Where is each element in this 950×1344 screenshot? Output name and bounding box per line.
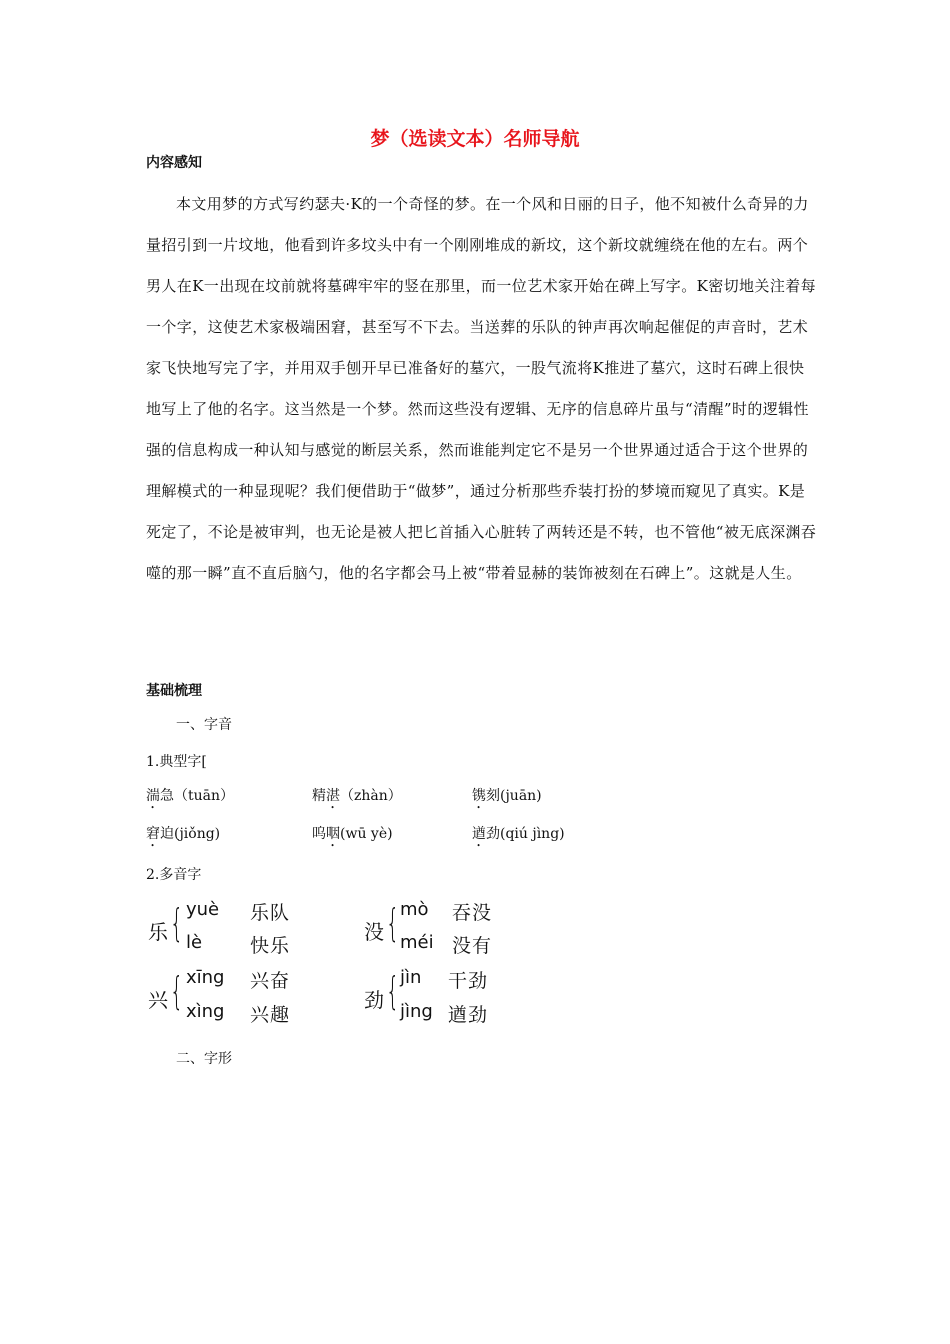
typical-char-entry [472, 785, 542, 812]
polyphone-group [146, 897, 346, 959]
polyphone-char: 劲 [364, 988, 384, 1012]
page-title: 梦（选读文本）名师导航 [370, 128, 580, 150]
char-reading: 迫(jiǒng) [160, 826, 221, 842]
emphasized-char: 镌 [472, 788, 486, 804]
example-word: 乐队 [250, 902, 291, 924]
brace-icon: { [386, 969, 400, 1013]
example-word: 干劲 [448, 970, 489, 992]
subheading-pronunciation: 一、字音 [176, 717, 232, 733]
pinyin: xìng [186, 1001, 225, 1022]
polyphone-group [362, 964, 562, 1028]
pinyin: lè [186, 932, 203, 953]
char-reading: (wū yè) [340, 826, 393, 842]
example-word: 兴奋 [250, 970, 291, 992]
emphasized-char: 窘 [146, 826, 160, 842]
pinyin: mò [400, 899, 429, 920]
polyphone-group [362, 897, 562, 959]
char-reading: （zhàn） [340, 788, 402, 804]
typical-char-entry [146, 785, 234, 812]
pinyin: méi [400, 932, 434, 953]
pinyin: yuè [186, 899, 220, 920]
example-word: 兴趣 [250, 1004, 291, 1026]
section-heading-content: 内容感知 [146, 155, 202, 171]
typical-char-entry [146, 823, 220, 850]
polyphone-char: 兴 [148, 988, 168, 1012]
example-word: 吞没 [452, 902, 493, 924]
example-word: 遒劲 [448, 1004, 489, 1026]
emphasized-char: 湍 [146, 788, 160, 804]
subheading-glyph-form: 二、字形 [176, 1051, 232, 1067]
example-word: 快乐 [250, 935, 291, 957]
emphasized-char: 遒 [472, 826, 486, 842]
content-paragraph: 本文用梦的方式写约瑟夫·K的一个奇怪的梦。在一个风和日丽的日子，他不知被什么奇异的力量招引到一片坟地，他看到许多坟头中有一个刚刚堆成的新坟，这个新坟就缠绕在他的左右。两个男人在K一出现在坟前就将墓碑牢牢的竖在那里，而一位艺术家开始在碑上写字。K密切地关注着每一个字，这使艺术家极端困窘，甚至写不下去。当送葬的乐队的钟声再次响起催促的声音时，艺术家飞快地写完了字，并用双手刨开早已准备好的墓穴，一股气流将K推进了墓穴，这时石碑上很快地写上了他的名字。这当然是一个梦。然而这些没有逻辑、无序的信息碎片虽与“清醒”时的逻辑性强的信息构成一种认知与感觉的断层关系，然而谁能判定它不是另一个世界通过适合于这个世界的理解模式的一种显现呢？我们便借助于“做梦”，通过分析那些乔装打扮的梦境而窥见了真实。K是死定了，不论是被审判，也无论是被人把匕首插入心脏转了两转还是不转，也不管他“被无底深渊吞噬的那一瞬”直不直后脑勺，他的名字都会马上被“带着显赫的装饰被刻在石碑上”。这就是人生。 [146, 195, 817, 582]
char-prefix: 呜 [312, 826, 326, 842]
char-reading: 刻(juān) [486, 788, 542, 804]
item-polyphones: 2.多音字 [146, 867, 202, 883]
section-heading-basics: 基础梳理 [146, 683, 202, 699]
typical-char-entry [312, 785, 402, 812]
polyphone-char: 乐 [148, 920, 168, 944]
typical-char-entry [472, 823, 565, 850]
pinyin: jìn [400, 967, 422, 988]
example-word: 没有 [452, 935, 493, 957]
polyphone-group [146, 964, 346, 1028]
brace-icon: { [170, 969, 184, 1013]
brace-icon: { [386, 901, 400, 945]
typical-char-entry [312, 823, 393, 850]
brace-icon: { [170, 901, 184, 945]
char-reading: 劲(qiú jìng) [486, 826, 565, 842]
pinyin: jìng [400, 1001, 433, 1022]
item-typical-chars: 1.典型字[ [146, 754, 207, 770]
char-prefix: 精 [312, 788, 326, 804]
emphasized-char: 咽 [326, 826, 340, 842]
polyphone-char: 没 [364, 920, 384, 944]
pinyin: xīng [186, 967, 225, 988]
char-reading: 急（tuān） [160, 788, 235, 804]
emphasized-char: 湛 [326, 788, 340, 804]
